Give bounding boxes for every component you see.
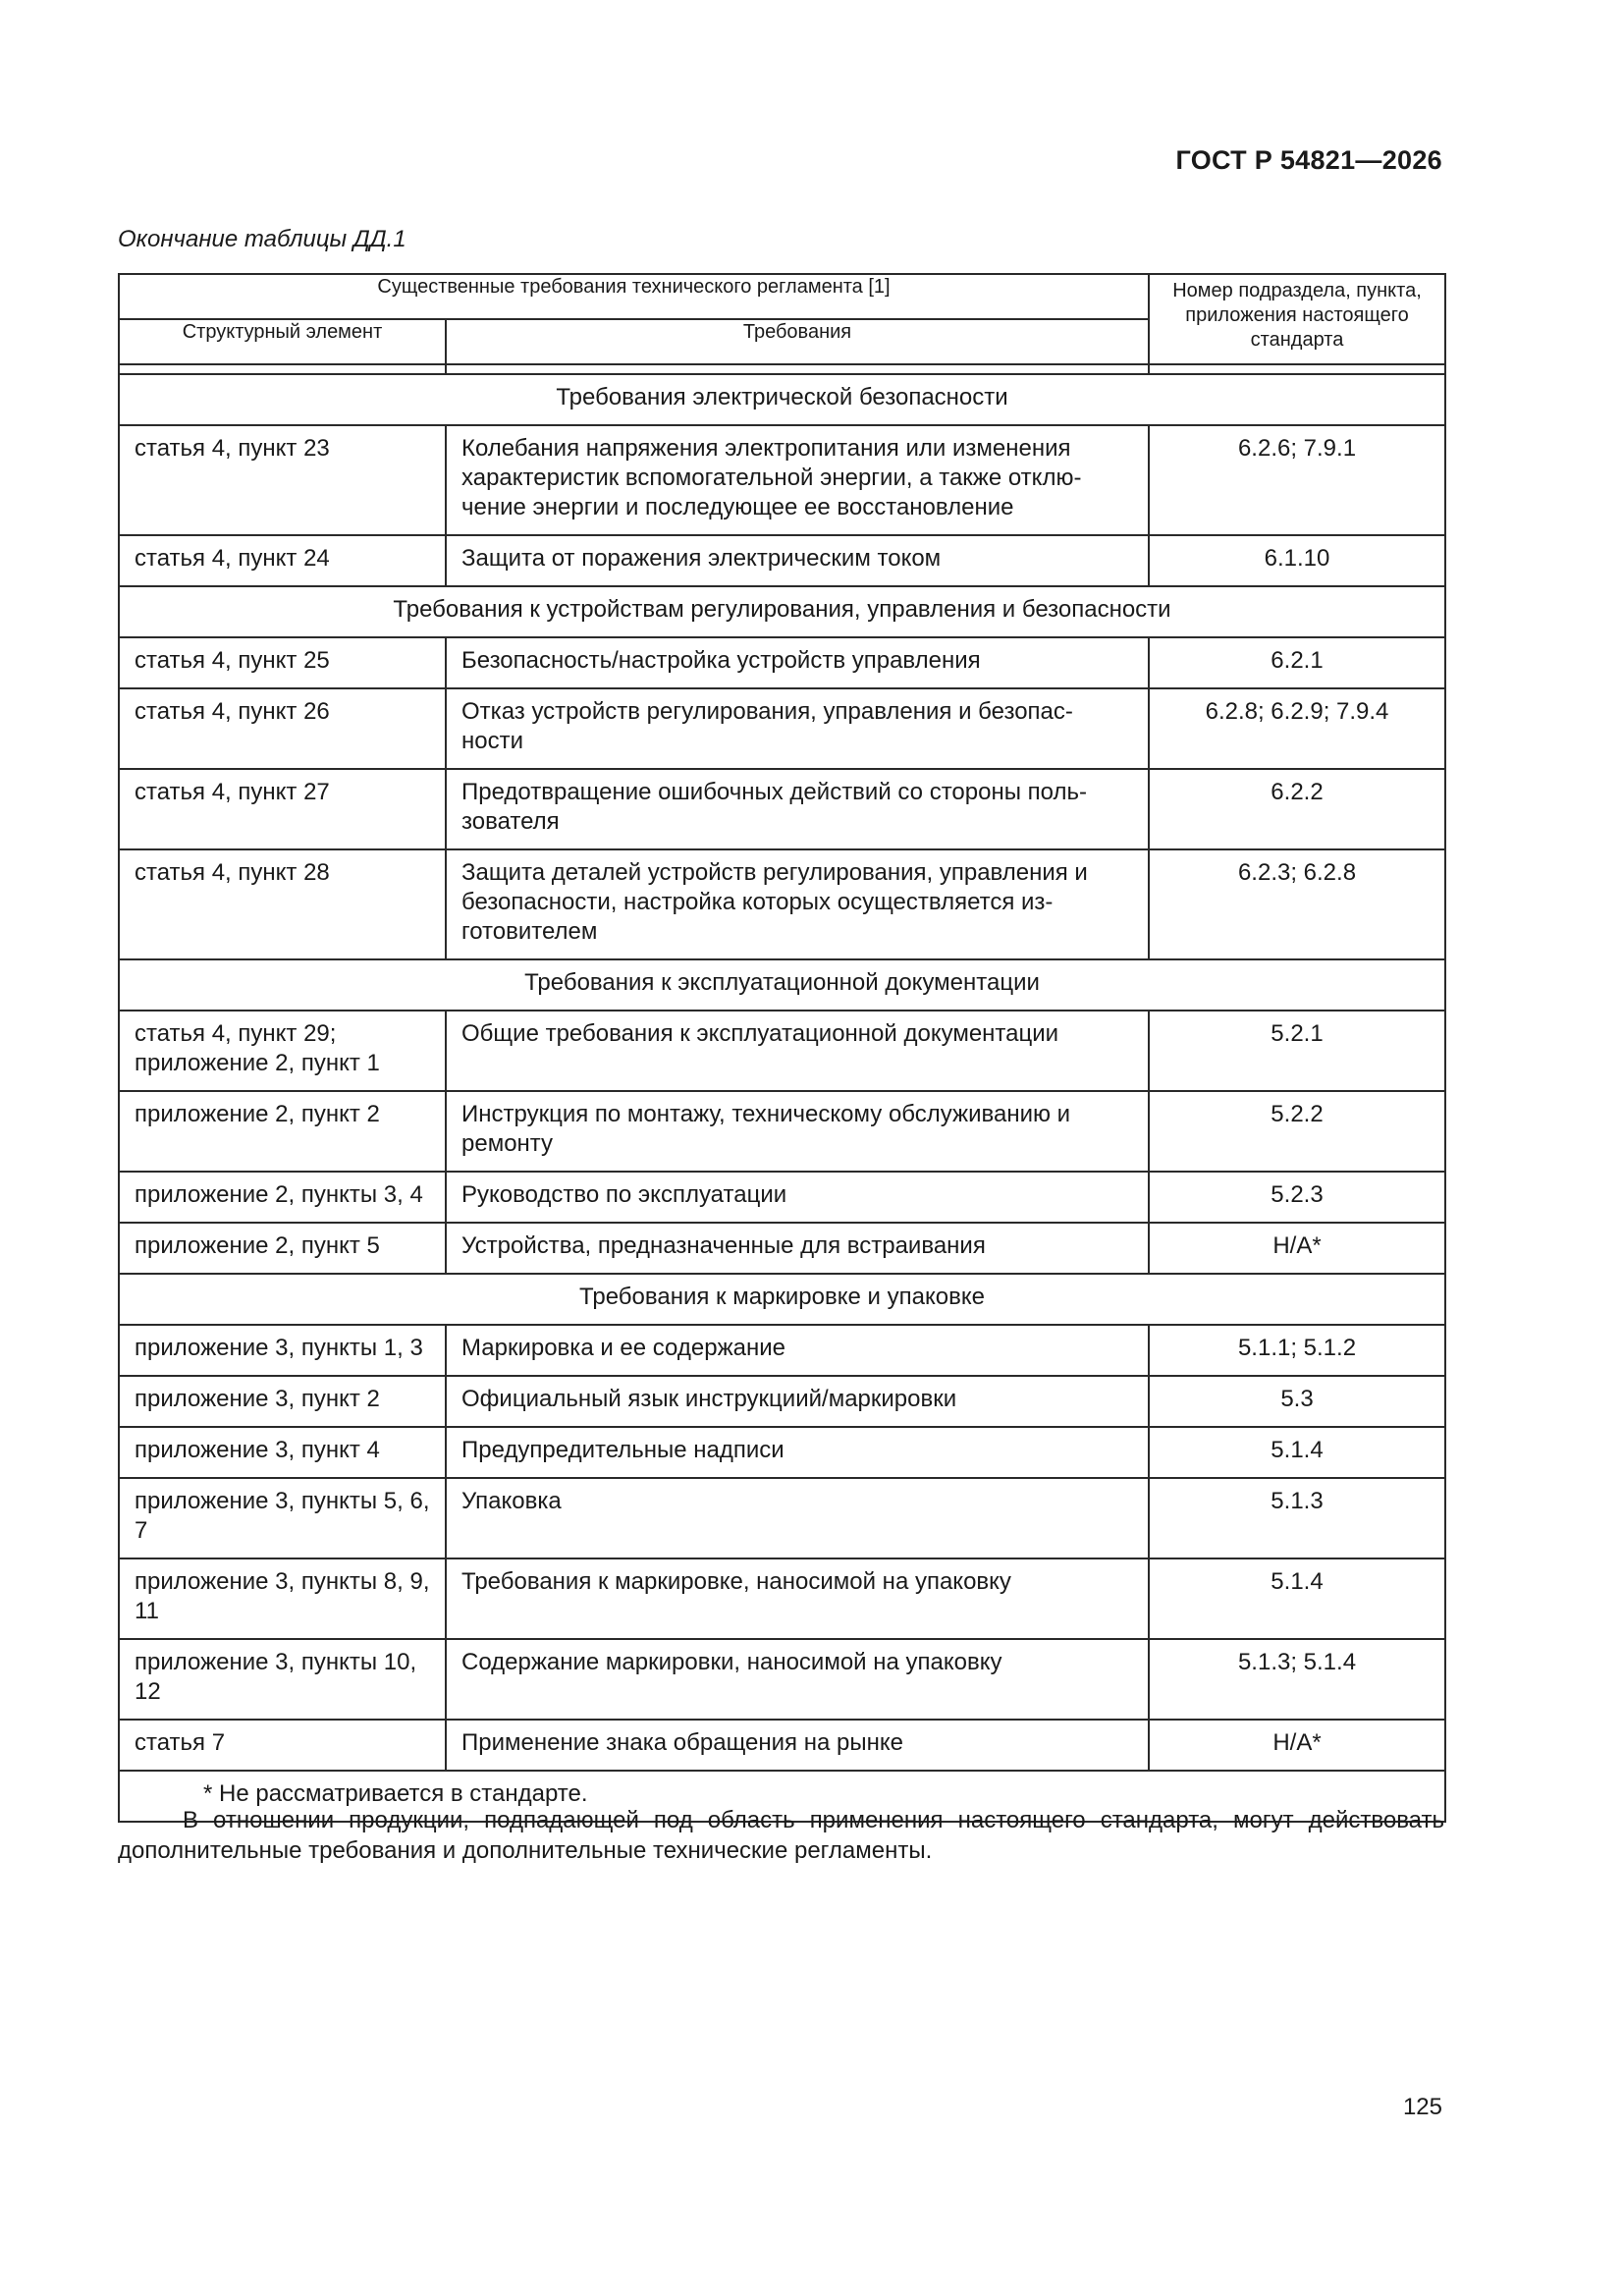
- reference-cell: 6.2.3; 6.2.8: [1149, 849, 1445, 959]
- section-row: [119, 959, 1445, 1011]
- requirement-cell: Применение знака обращения на рынке: [446, 1720, 1149, 1771]
- requirement-cell: Содержание маркировки, наносимой на упаковку: [446, 1639, 1149, 1720]
- requirement-cell: Устройства, предназначенные для встраивания: [446, 1223, 1149, 1274]
- reference-cell: 5.1.3: [1149, 1478, 1445, 1558]
- reference-cell: 5.2.1: [1149, 1011, 1445, 1091]
- document-code: ГОСТ Р 54821—2026: [1175, 145, 1442, 175]
- section-title: Требования к эксплуатационной документации: [119, 959, 1445, 1011]
- table-row: [119, 1376, 1445, 1427]
- header-requirements: Требования: [446, 319, 1149, 364]
- table-row: [119, 1172, 1445, 1223]
- requirement-cell: Общие требования к эксплуатационной документации: [446, 1011, 1149, 1091]
- structural-element-cell: приложение 3, пункты 8, 9, 11: [119, 1558, 446, 1639]
- reference-cell: 6.2.8; 6.2.9; 7.9.4: [1149, 688, 1445, 769]
- reference-cell: 6.2.6; 7.9.1: [1149, 425, 1445, 535]
- table-header-row: [119, 274, 1445, 319]
- requirement-cell: Предотвращение ошибочных действий со стороны поль-зователя: [446, 769, 1149, 849]
- table-row: [119, 1091, 1445, 1172]
- structural-element-cell: приложение 3, пункт 2: [119, 1376, 446, 1427]
- table-row: [119, 535, 1445, 586]
- structural-element-cell: статья 4, пункт 26: [119, 688, 446, 769]
- structural-element-cell: статья 4, пункт 23: [119, 425, 446, 535]
- header-reference: Номер подраздела, пункта, приложения настоящего стандарта: [1149, 274, 1445, 364]
- requirement-cell: Предупредительные надписи: [446, 1427, 1149, 1478]
- structural-element-cell: приложение 2, пункты 3, 4: [119, 1172, 446, 1223]
- requirement-cell: Официальный язык инструкциий/маркировки: [446, 1376, 1149, 1427]
- section-row: [119, 374, 1445, 425]
- structural-element-cell: приложение 3, пункт 4: [119, 1427, 446, 1478]
- table-row: [119, 637, 1445, 688]
- page-number: 125: [1402, 2094, 1442, 2120]
- requirement-cell: Руководство по эксплуатации: [446, 1172, 1149, 1223]
- structural-element-cell: статья 4, пункт 25: [119, 637, 446, 688]
- structural-element-cell: приложение 3, пункты 5, 6, 7: [119, 1478, 446, 1558]
- table-footnote: * Не рассматривается в стандарте.: [119, 1771, 1445, 1822]
- requirements-table: [118, 273, 1446, 1823]
- table-row: [119, 425, 1445, 535]
- structural-element-cell: статья 4, пункт 29; приложение 2, пункт 1: [119, 1011, 446, 1091]
- reference-cell: 5.1.1; 5.1.2: [1149, 1325, 1445, 1376]
- header-separator: [119, 364, 1445, 374]
- structural-element-cell: приложение 3, пункты 10, 12: [119, 1639, 446, 1720]
- reference-cell: 5.1.3; 5.1.4: [1149, 1639, 1445, 1720]
- table-row: [119, 1325, 1445, 1376]
- table-row: [119, 1223, 1445, 1274]
- reference-cell: 5.2.3: [1149, 1172, 1445, 1223]
- reference-cell: 6.2.2: [1149, 769, 1445, 849]
- requirement-cell: Маркировка и ее содержание: [446, 1325, 1149, 1376]
- requirement-cell: Колебания напряжения электропитания или изменения характеристик вспомогательной энергии, а также отклю-чение энергии и последующее ее восстановление: [446, 425, 1149, 535]
- section-row: [119, 586, 1445, 637]
- structural-element-cell: приложение 2, пункт 5: [119, 1223, 446, 1274]
- requirement-cell: Упаковка: [446, 1478, 1149, 1558]
- table-row: [119, 1558, 1445, 1639]
- table-row: [119, 688, 1445, 769]
- table-row: [119, 1639, 1445, 1720]
- structural-element-cell: статья 7: [119, 1720, 446, 1771]
- requirement-cell: Защита от поражения электрическим током: [446, 535, 1149, 586]
- section-title: Требования к устройствам регулирования, управления и безопасности: [119, 586, 1445, 637]
- requirement-cell: Безопасность/настройка устройств управления: [446, 637, 1149, 688]
- structural-element-cell: статья 4, пункт 28: [119, 849, 446, 959]
- requirement-cell: Защита деталей устройств регулирования, управления и безопасности, настройка которых осуществляется из-готовителем: [446, 849, 1149, 959]
- reference-cell: 6.2.1: [1149, 637, 1445, 688]
- reference-cell: Н/А*: [1149, 1720, 1445, 1771]
- section-title: Требования к маркировке и упаковке: [119, 1274, 1445, 1325]
- table-row: [119, 769, 1445, 849]
- table-row: [119, 1720, 1445, 1771]
- closing-paragraph: В отношении продукции, подпадающей под область применения настоящего стандарта, могут действовать дополнительные требования и дополнительные технические регламенты.: [118, 1807, 1444, 1864]
- reference-cell: 5.1.4: [1149, 1427, 1445, 1478]
- table-row: [119, 849, 1445, 959]
- requirement-cell: Инструкция по монтажу, техническому обслуживанию и ремонту: [446, 1091, 1149, 1172]
- structural-element-cell: статья 4, пункт 24: [119, 535, 446, 586]
- structural-element-cell: приложение 3, пункты 1, 3: [119, 1325, 446, 1376]
- table-row: [119, 1427, 1445, 1478]
- section-row: [119, 1274, 1445, 1325]
- table-row: [119, 1478, 1445, 1558]
- structural-element-cell: статья 4, пункт 27: [119, 769, 446, 849]
- structural-element-cell: приложение 2, пункт 2: [119, 1091, 446, 1172]
- reference-cell: 5.2.2: [1149, 1091, 1445, 1172]
- requirement-cell: Отказ устройств регулирования, управления и безопас-ности: [446, 688, 1149, 769]
- reference-cell: Н/А*: [1149, 1223, 1445, 1274]
- table-row: [119, 1011, 1445, 1091]
- table-caption: Окончание таблицы ДД.1: [118, 226, 406, 252]
- header-group: Существенные требования технического регламента [1]: [119, 274, 1149, 319]
- reference-cell: 5.3: [1149, 1376, 1445, 1427]
- requirement-cell: Требования к маркировке, наносимой на упаковку: [446, 1558, 1149, 1639]
- reference-cell: 5.1.4: [1149, 1558, 1445, 1639]
- section-title: Требования электрической безопасности: [119, 374, 1445, 425]
- reference-cell: 6.1.10: [1149, 535, 1445, 586]
- header-element: Структурный элемент: [119, 319, 446, 364]
